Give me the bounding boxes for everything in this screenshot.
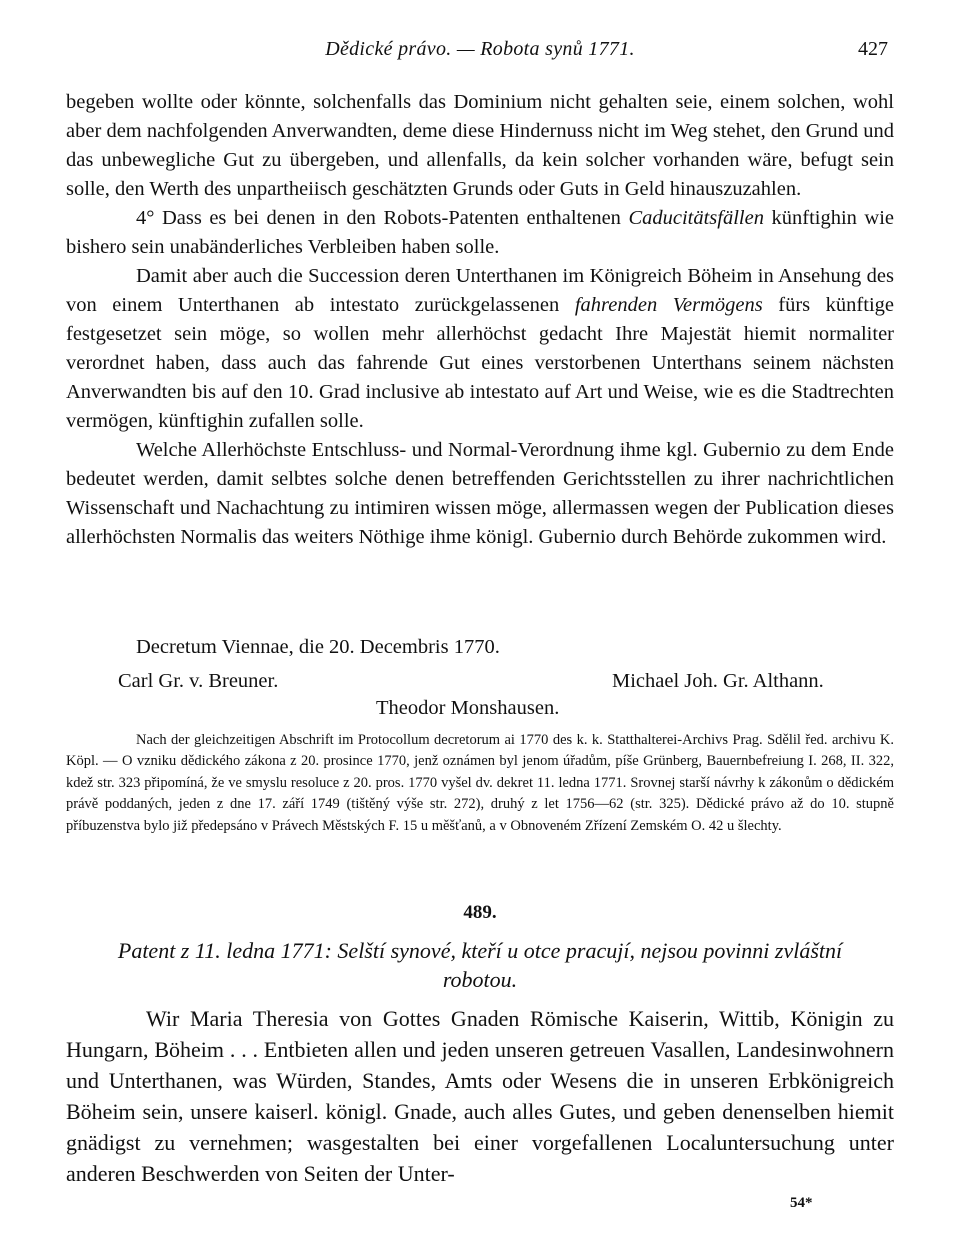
decretum-line: Decretum Viennae, die 20. Decembris 1770. — [136, 636, 500, 658]
emphasis-caducitaetsfaellen: Caducitätsfällen — [628, 207, 764, 229]
emphasis-fahrenden-vermoegens: fahrenden Vermögens — [574, 294, 763, 316]
paragraph-caducity — [66, 204, 894, 262]
signature-monshausen: Theodor Monshausen. — [376, 697, 560, 719]
source-note — [66, 730, 894, 837]
main-text — [66, 88, 894, 552]
document-number: 489. — [463, 902, 497, 923]
document-heading: Patent z 11. ledna 1771: Selští synové, kteří u otce pracují, nejsou povinni zvláštní robotou. — [117, 938, 843, 992]
patent-text — [66, 1003, 894, 1189]
patent-paragraph: Wir Maria Theresia von Gottes Gnaden Römische Kaiserin, Wittib, Königin zu Hungarn, Böheim . . . Entbieten allen und jeden unseren getreuen Vasallen, Landesinwohnern und Unterthanen, was Würden, Standes, Amts oder Wesens die in unseren Erbkönigreich Böheim sein, unsere kaiserl. königl. Gnade, auch alles Gutes, und geben denenselben hiemit gnädigst zu vernehmen; wasgestalten bei einer vorgefallenen Localuntersuchung unter anderen Beschwerden von Seiten der Unter- — [66, 1006, 894, 1186]
signature-althann: Michael Joh. Gr. Althann. — [612, 670, 824, 692]
printer-signature-mark: 54* — [790, 1195, 813, 1211]
signature-breuner: Carl Gr. v. Breuner. — [118, 670, 279, 692]
paragraph-continuation: begeben wollte oder könnte, solchenfalls das Dominium nicht gehalten seie, einem solchen, wohl aber dem nachfolgenden Anverwandten, deme diese Hindernuss nicht im Weg stehet, den Grund und das unbewegliche Gut zu übergeben, und allenfalls, da kein solcher vorhanden wäre, befugt sein solle, den Werth des unpartheiisch geschätzten Grunds oder Guts in Geld hinauszuzahlen. — [66, 91, 894, 200]
text-span: 4° Dass es bei denen in den Robots-Patenten enthaltenen — [136, 207, 629, 229]
text-span: Damit aber auch die Succession deren Unterthanen im Königreich Böheim in Ansehung des von einem Unterthanen ab intestato zurückgelassenen — [66, 265, 894, 316]
text-span: künftighin wie bishero sein unabänderliches Verbleiben haben solle. — [66, 207, 895, 258]
page-number: 427 — [858, 38, 888, 60]
source-note-text: Nach der gleichzeitigen Abschrift im Protocollum decretorum ai 1770 des k. k. Statthalterei-Archivs Prag. Sdělil řed. archivu K. Köpl. — O vzniku dědického zákona z 20. prosince 1770, jenž oznámen byl jenom úřadům, píše Grünberg, Bauernbefreiung I. 268, II. 322, kdež str. 323 připomíná, že ve smyslu resoluce z 20. pros. 1770 vyšel dv. dekret 11. ledna 1771. Srovnej starší návrhy k zákonům o dědickém právě poddaných, jeden z dne 17. září 1749 (tištěný výše str. 272), druhý z let 1756—62 (str. 325). Dědické právo až do 10. stupně příbuzenstva bylo již předepsáno v Právech Městských F. 15 u měšťanů, a v Obnoveném Zřízení Zemském O. 42 u šlechty. — [66, 732, 894, 834]
running-head — [0, 38, 960, 68]
running-title: Dědické právo. — Robota synů 1771. — [325, 38, 635, 60]
paragraph-succession — [66, 262, 894, 436]
paragraph-verordnung: Welche Allerhöchste Entschluss- und Normal-Verordnung ihme kgl. Gubernio zu dem Ende bedeutet werden, damit selbtes solche denen betreffenden Gerichtsstellen zu ihrer nachrichtlichen Wissenschaft und Nachachtung zu intimiren wissen möge, allermassen wegen der Publication dieses allerhöchsten Normalis das weiters Nöthige ihme königl. Gubernio durch Behörde zukommen wird. — [66, 439, 894, 548]
text-span: fürs künftige festgesetzet sein möge, so wollen mehr allerhöchst gedacht Ihre Majestät hiemit normaliter verordnet haben, dass auch das fahrende Gut eines verstorbenen Unterthans seinem nächsten Anverwandten bis auf den 10. Grad inclusive ab intestato auf Art und Weise, wie es die Stadtrechten vermögen, künftighin zufallen solle. — [66, 294, 894, 432]
